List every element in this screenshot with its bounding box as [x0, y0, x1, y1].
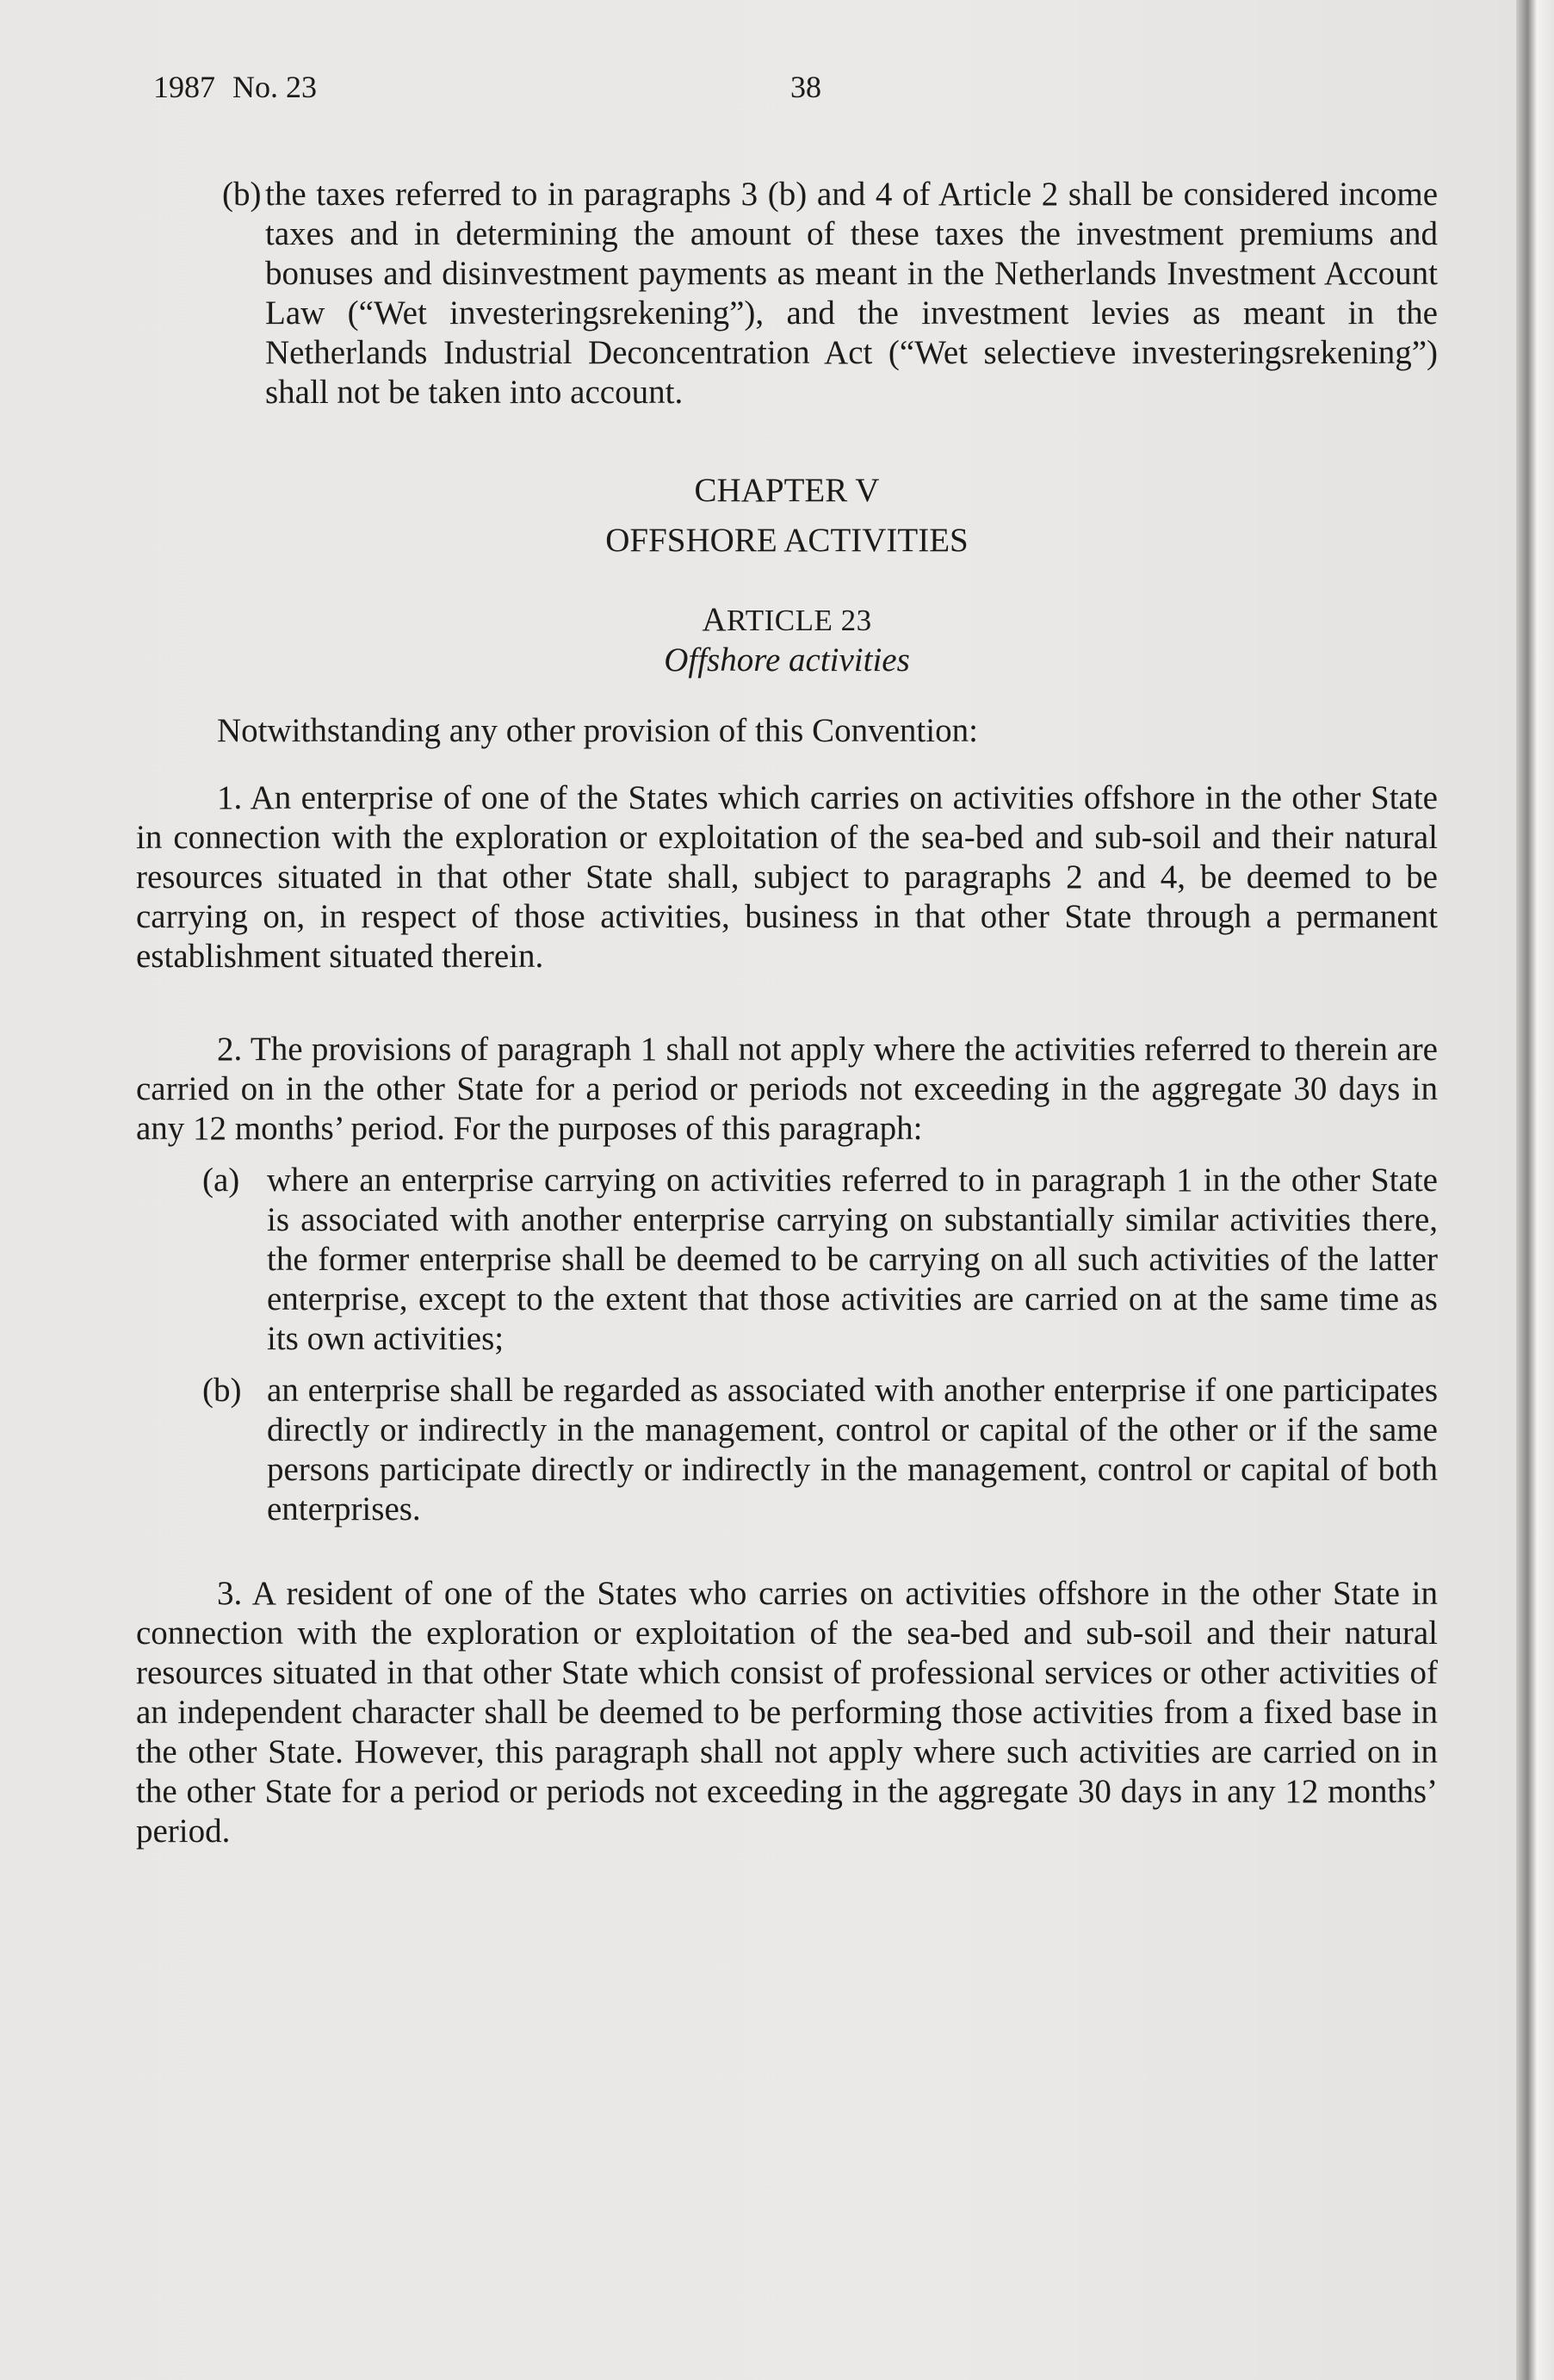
- intro-text: Notwithstanding any other provision of this Convention:: [217, 712, 978, 749]
- item-text: the taxes referred to in paragraphs 3 (b) and 4 of Article 2 shall be considered income taxes and in determining the amount of these taxes the investment premiums and bonuses and disinvestment payments as meant in the Netherlands Investment Account Law (“Wet investeringsrekening”), and the investment levies as meant in the Netherlands Industrial Deconcentration Act (“Wet selectieve investeringsrekening”) shall not be taken into account.: [265, 176, 1438, 411]
- item-text: an enterprise shall be regarded as associated with another enterprise if one participates directly or indirectly in the management, control or capital of the other or if the same persons participate directly or indirectly in the management, control or capital of both enterprises.: [267, 1372, 1438, 1528]
- page-header: [153, 69, 842, 112]
- item-label: (b): [222, 176, 262, 213]
- paragraph-3: 3. A resident of one of the States who carries on activities offshore in the other State in connection with the exploration or exploitation of the sea-bed and sub-soil and their natural resources situated in that other State which consist of professional services or other activities of an independent character shall be deemed to be performing those activities from a fixed base in the other State. However, this paragraph shall not apply where such activities are carried on in the other State for a period or periods not exceeding in the aggregate 30 days in any 12 months’ period.: [136, 1575, 1438, 1850]
- item-b-taxes: [136, 175, 1438, 412]
- page-number: 38: [790, 70, 821, 104]
- article-title: Offshore activities: [664, 641, 910, 679]
- article-number: [136, 600, 1438, 641]
- paragraph-2-item-b: [136, 1371, 1438, 1529]
- chapter-heading: [136, 466, 1438, 566]
- chapter-title: OFFSHORE ACTIVITIES: [605, 522, 969, 559]
- item-label: (b): [202, 1372, 242, 1409]
- item-text: where an enterprise carrying on activities referred to in paragraph 1 in the other State is associated with another enterprise carrying on substantially similar activities there, the former enterprise shall be deemed to be carrying on all such activities of the latter enterprise, except to the extent that those activities are carried on at the same time as its own activities;: [267, 1162, 1438, 1357]
- paragraph-1: 1. An enterprise of one of the States which carries on activities offshore in the other State in connection with the exploration or exploitation of the sea-bed and sub-soil and their natural resources situated in that other State shall, subject to paragraphs 2 and 4, be deemed to be carrying on, in respect of those activities, business in that other State through a permanent establishment situated therein.: [136, 779, 1438, 975]
- chapter-number: CHAPTER V: [694, 472, 880, 509]
- item-label: (a): [202, 1162, 240, 1199]
- document-body: [136, 175, 1438, 1851]
- page-edge: [1516, 0, 1554, 2380]
- article-number-initial: A: [702, 601, 727, 638]
- header-year: 1987: [153, 70, 215, 104]
- paragraph-2-item-a: [136, 1161, 1438, 1359]
- header-number: No. 23: [232, 70, 317, 104]
- article-number-rest: RTICLE 23: [727, 604, 872, 637]
- paragraph-2: 2. The provisions of paragraph 1 shall not apply where the activities referred to therein are carried on in the other State for a period or periods not exceeding in the aggregate 30 days in any 12 months’ period. For the purposes of this paragraph:: [136, 1031, 1438, 1147]
